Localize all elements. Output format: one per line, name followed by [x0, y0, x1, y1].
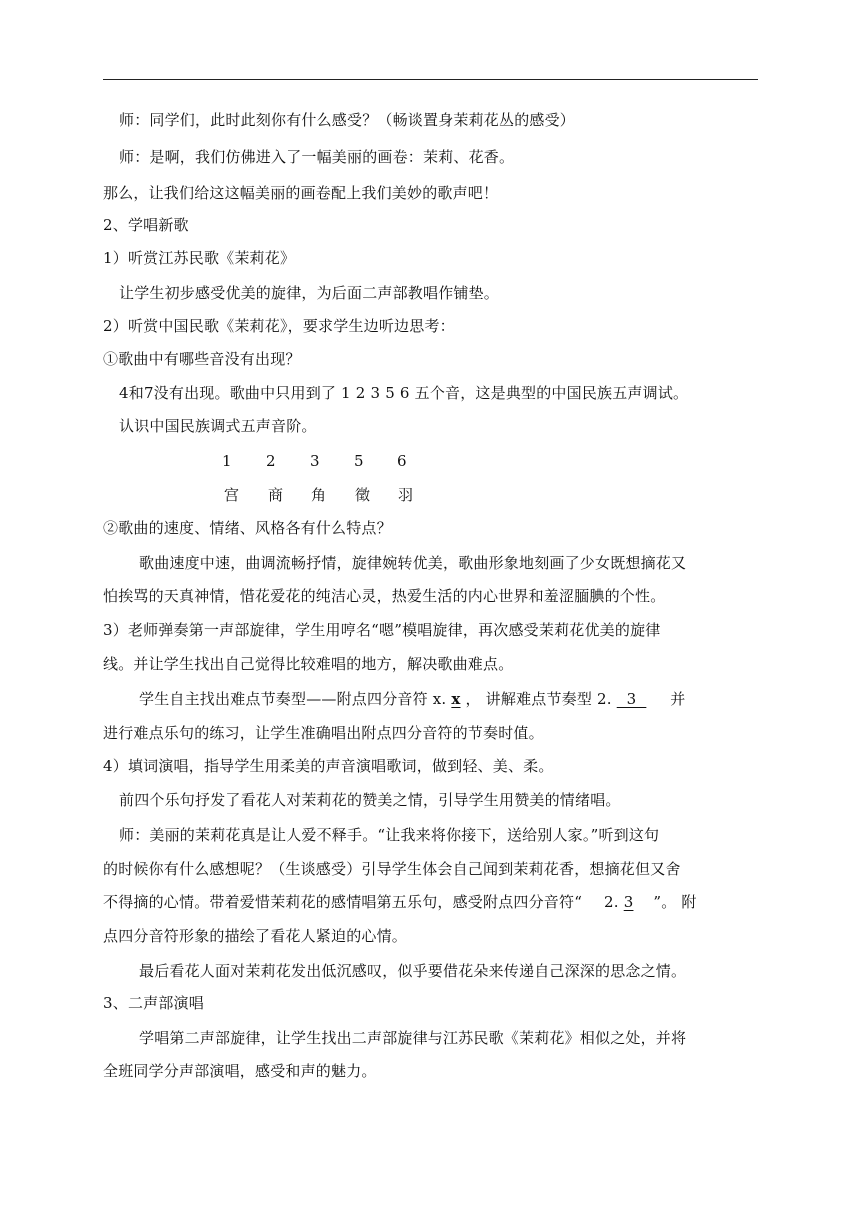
scale-name: 商: [268, 486, 284, 504]
rhythm-note-3: 3: [616, 690, 647, 708]
paragraph-line: 认识中国民族调式五声音阶。: [119, 417, 317, 435]
scale-number: 2: [266, 452, 276, 470]
scale-number: 3: [310, 452, 320, 470]
paragraph-line: 师：美丽的茉莉花真是让人爱不释手。“让我来将你接下，送给别人家。”听到这句: [119, 826, 660, 844]
question-line: ②歌曲的速度、情绪、风格各有什么特点？: [103, 519, 392, 537]
paragraph-line: 让学生初步感受优美的旋律，为后面二声部教唱作铺垫。: [119, 284, 500, 302]
scale-name: 角: [311, 486, 327, 504]
section-heading: 2、学唱新歌: [103, 216, 189, 234]
paragraph-line: 的时候你有什么感想呢？（生谈感受）引导学生体会自己闻到茉莉花香，想摘花但又舍: [103, 860, 681, 878]
rhythm-line: [139, 689, 799, 709]
paragraph-line: 前四个乐句抒发了看花人对茉莉花的赞美之情，引导学生用赞美的情绪唱。: [119, 791, 621, 809]
subsection-heading: 4）填词演唱，指导学生用柔美的声音演唱歌词，做到轻、美、柔。: [103, 757, 554, 775]
subsection-heading: 2）听赏中国民歌《茉莉花》，要求学生边听边思考：: [103, 317, 455, 335]
rhythm-text: ”。 附: [653, 893, 697, 911]
paragraph-line: 点四分音符形象的描绘了看花人紧迫的心情。: [103, 927, 408, 945]
rhythm-text: ， 讲解难点节奏型 2.: [465, 690, 612, 708]
scale-number: 6: [397, 452, 407, 470]
rhythm-text: 并: [670, 690, 686, 708]
paragraph-line: 那么，让我们给这这幅美丽的画卷配上我们美妙的歌声吧！: [103, 184, 499, 202]
rhythm-text: 学生自主找出难点节奏型——附点四分音符 x.: [139, 690, 447, 708]
paragraph-line: 线。并让学生找出自己觉得比较难唱的地方，解决歌曲难点。: [103, 655, 514, 673]
subsection-heading: 3）老师弹奏第一声部旋律，学生用哼名“嗯”模唱旋律，再次感受茉莉花优美的旋律: [103, 621, 661, 639]
rhythm-note-x: x: [451, 690, 461, 708]
header-rule: [103, 79, 758, 80]
scale-number: 5: [354, 452, 364, 470]
rhythm-note: 2.: [604, 893, 619, 911]
paragraph-line: 师：同学们，此时此刻你有什么感受？（畅谈置身茉莉花丛的感受）: [119, 111, 576, 129]
rhythm-note-3: 3: [623, 893, 634, 911]
section-heading: 3、二声部演唱: [103, 994, 204, 1012]
paragraph-line: 学唱第二声部旋律，让学生找出二声部旋律与江苏民歌《茉莉花》相似之处，并将: [139, 1029, 687, 1047]
paragraph-line: 进行难点乐句的练习，让学生准确唱出附点四分音符的节奏时值。: [103, 724, 544, 742]
paragraph-line: 怕挨骂的天真神情，惜花爱花的纯洁心灵，热爱生活的内心世界和羞涩腼腆的个性。: [103, 587, 666, 605]
subsection-heading: 1）听赏江苏民歌《茉莉花》: [103, 249, 296, 267]
scale-name: 徵: [355, 486, 371, 504]
paragraph-line: 4和7没有出现。歌曲中只用到了 1 2 3 5 6 五个音，这是典型的中国民族五声调试。: [119, 384, 689, 402]
rhythm-text: 不得摘的心情。带着爱惜茉莉花的感情唱第五乐句，感受附点四分音符“: [103, 893, 583, 911]
paragraph-line: 师：是啊，我们仿佛进入了一幅美丽的画卷：茉莉、花香。: [119, 148, 515, 166]
paragraph-line: 最后看花人面对茉莉花发出低沉感叹，似乎要借花朵来传递自己深深的思念之情。: [139, 962, 687, 980]
scale-name: 羽: [398, 486, 414, 504]
scale-number: 1: [222, 452, 232, 470]
scale-name: 宫: [224, 486, 240, 504]
rhythm-line: [103, 892, 763, 912]
question-line: ①歌曲中有哪些音没有出现？: [103, 350, 301, 368]
paragraph-line: 歌曲速度中速，曲调流畅抒情，旋律婉转优美，歌曲形象地刻画了少女既想摘花又: [139, 554, 687, 572]
paragraph-line: 全班同学分声部演唱，感受和声的魅力。: [103, 1062, 377, 1080]
